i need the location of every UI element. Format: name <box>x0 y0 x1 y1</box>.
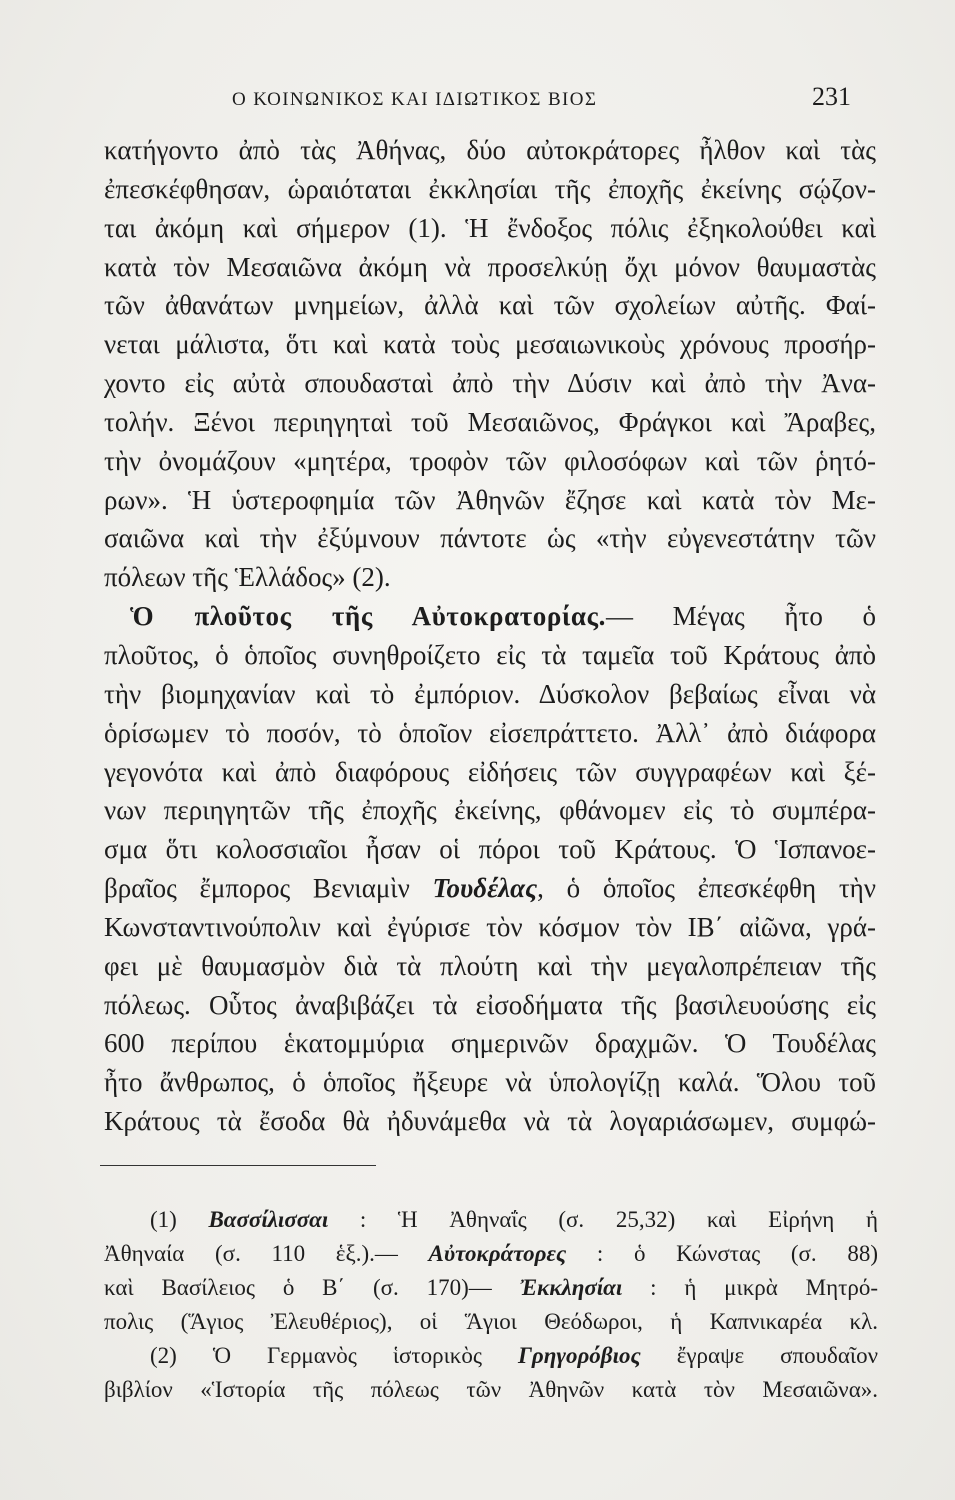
text-line: φει μὲ θαυμασμὸν διὰ τὰ πλούτη καὶ τὴν μεγαλοπρέπειαν τῆς <box>104 950 876 981</box>
footnotes <box>104 1203 878 1407</box>
text-line <box>104 869 876 908</box>
text-line: πλοῦτος, ὁ ὁποῖος συνηθροίζετο εἰς τὰ ταμεῖα τοῦ Κράτους ἀπὸ <box>104 639 876 670</box>
text-segment: : Ἡ Ἀθηναΐς (σ. 25,32) καὶ Εἰρήνη ἡ <box>328 1207 878 1232</box>
main-text <box>104 131 876 1141</box>
footnote-term: Ἐκκλησίαι <box>519 1275 623 1300</box>
text-line: νεται μάλιστα, ὅτι καὶ κατὰ τοὺς μεσαιωνικοὺς χρόνους προσήρ- <box>104 329 876 360</box>
text-line: κατήγοντο ἀπὸ τὰς Ἀθήνας, δύο αὐτοκράτορες ἦλθον καὶ τὰς <box>104 135 876 165</box>
text-line: σμα ὅτι κολοσσιαῖοι ἦσαν οἱ πόροι τοῦ Κράτους. Ὁ Ἱσπανοε- <box>104 834 876 865</box>
text-line: σαιῶνα καὶ τὴν ἐξύμνουν πάντοτε ὡς «τὴν εὐγενεστάτην τῶν <box>104 523 876 554</box>
text-line: ἐπεσκέφθησαν, ὡραιόταται ἐκκλησίαι τῆς ἐποχῆς ἐκείνης σῴζον- <box>104 173 876 204</box>
text-line: 600 περίπου ἑκατομμύρια σημερινῶν δραχμῶν. Ὁ Τουδέλας <box>104 1028 876 1059</box>
text-line: χοντο εἰς αὐτὰ σπουδασταὶ ἀπὸ τὴν Δύσιν καὶ ἀπὸ τὴν Ἀνα- <box>104 368 876 399</box>
text-line: τὴν ὀνομάζουν «μητέρα, τροφὸν τῶν φιλοσόφων καὶ τῶν ῥητό- <box>104 445 876 476</box>
text-segment: : ὁ Κώνστας (σ. 88) <box>566 1241 878 1266</box>
text-line: πόλεως. Οὗτος ἀναβιβάζει τὰ εἰσοδήματα τῆς βασιλευούσης εἰς <box>104 989 876 1020</box>
footnote-line <box>104 1237 878 1271</box>
footnote-line: πολις (Ἅγιος Ἐλευθέριος), οἱ Ἅγιοι Θεόδωροι, ἡ Καπνικαρέα κλ. <box>104 1309 878 1334</box>
footnote-separator <box>100 1165 376 1166</box>
running-head: Ο ΚΟΙΝΩΝΙΚΟΣ ΚΑΙ ΙΔΙΩΤΙΚΟΣ ΒΙΟΣ <box>232 89 598 110</box>
footnote-line: βιβλίον «Ἱστορία τῆς πόλεως τῶν Ἀθηνῶν κατὰ τὸν Μεσαιῶνα». <box>104 1377 878 1402</box>
text-line: τῶν ἀθανάτων μνημείων, ἀλλὰ καὶ τῶν σχολείων αὐτῆς. Φαί- <box>104 290 876 321</box>
text-line: Κωνσταντινούπολιν καὶ ἐγύρισε τὸν κόσμον τὸν ΙΒ΄ αἰῶνα, γρά- <box>104 911 876 942</box>
text-line: κατὰ τὸν Μεσαιῶνα ἀκόμη νὰ προσελκύῃ ὄχι μόνον θαυμαστὰς <box>104 251 876 282</box>
text-line: Κράτους τὰ ἔσοδα θὰ ἠδυνάμεθα νὰ τὰ λογαριάσωμεν, συμφώ- <box>104 1106 876 1137</box>
footnote-term: Γρηγορόβιος <box>518 1343 641 1368</box>
heading-line <box>104 597 876 636</box>
page-number: 231 <box>812 82 851 111</box>
text-line: νων περιηγητῶν τῆς ἐποχῆς ἐκείνης, φθάνομεν εἰς τὸ συμπέρα- <box>104 795 876 826</box>
text-line: ὁρίσωμεν τὸ ποσόν, τὸ ὁποῖον εἰσεπράττετο. Ἀλλ᾽ ἀπὸ διάφορα <box>104 717 876 748</box>
text-line: τολήν. Ξένοι περιηγηταὶ τοῦ Μεσαιῶνος, Φράγκοι καὶ Ἄραβες, <box>104 406 876 437</box>
text-line: γεγονότα καὶ ἀπὸ διαφόρους εἰδήσεις τῶν συγγραφέων καὶ ξέ- <box>104 756 876 787</box>
footnote-term: Αὐτοκράτορες <box>428 1241 567 1266</box>
text-segment: ἔγραψε σπουδαῖον <box>640 1343 878 1368</box>
footnote-marker: (2) Ὁ Γερμανὸς ἱστορικὸς <box>150 1343 519 1368</box>
footnote-marker: (1) <box>150 1207 209 1232</box>
text-segment: Ἀθηναία (σ. 110 ἑξ.).— <box>104 1241 429 1266</box>
section-heading: Ὁ πλοῦτος τῆς Αὐτοκρατορίας. <box>130 601 606 632</box>
text-line: ται ἀκόμη καὶ σήμερον (1). Ἡ ἔνδοξος πόλις ἐξηκολούθει καὶ <box>104 212 876 243</box>
footnote-line <box>104 1203 878 1237</box>
text-segment: καὶ Βασίλειος ὁ Β΄ (σ. 170)— <box>104 1275 520 1300</box>
footnote-term: Βασσίλισσαι <box>208 1207 329 1232</box>
text-segment: βραῖος ἔμπορος Βενιαμὶν <box>104 873 433 904</box>
footnote-line <box>104 1271 878 1305</box>
paragraph-end-line: πόλεων τῆς Ἑλλάδος» (2). <box>104 562 391 593</box>
name-emphasis: Τουδέλας <box>432 873 538 904</box>
text-segment: : ἡ μικρὰ Μητρό- <box>622 1275 878 1300</box>
text-line: τὴν βιομηχανίαν καὶ τὸ ἐμπόριον. Δύσκολον βεβαίως εἶναι νὰ <box>104 678 876 709</box>
text-segment: — Μέγας ἦτο ὁ <box>605 601 876 632</box>
text-line: ρων». Ἡ ὑστεροφημία τῶν Ἀθηνῶν ἔζησε καὶ κατὰ τὸν Με- <box>104 484 876 515</box>
text-segment: , ὁ ὁποῖος ἐπεσκέφθη τὴν <box>537 873 876 904</box>
footnote-line <box>104 1339 878 1373</box>
text-line: ἦτο ἄνθρωπος, ὁ ὁποῖος ἤξευρε νὰ ὑπολογίζῃ καλά. Ὅλου τοῦ <box>104 1067 876 1098</box>
